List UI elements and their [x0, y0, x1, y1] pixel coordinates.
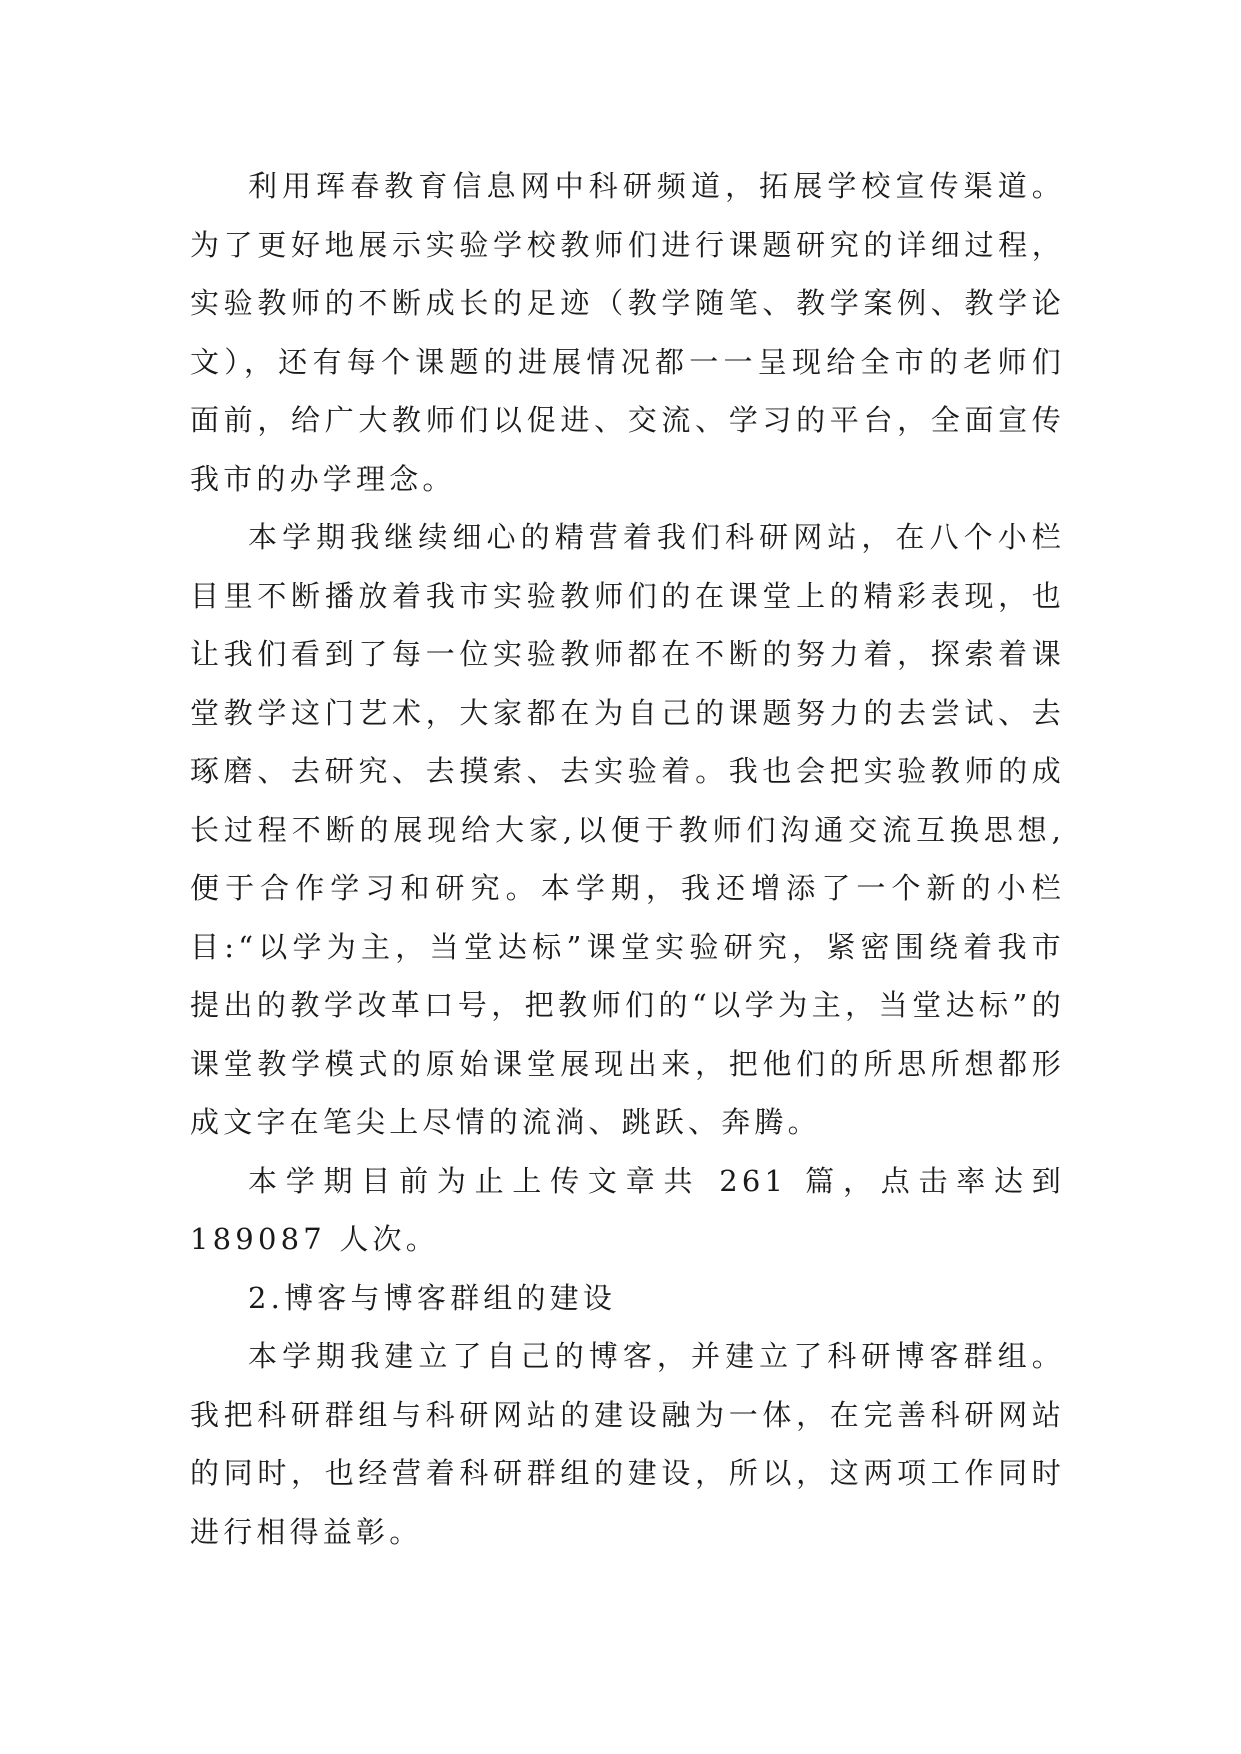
paragraph-research-site-columns: 本学期我继续细心的精营着我们科研网站，在八个小栏目里不断播放着我市实验教师们的在课堂上的精彩表现，也让我们看到了每一位实验教师都在不断的努力着，探索着课堂教学这门艺术，大家都在为自己的课题努力的去尝试、去琢磨、去研究、去摸索、去实验着。我也会把实验教师的成长过程不断的展现给大家,以便于教师们沟通交流互换思想,便于合作学习和研究。本学期，我还增添了一个新的小栏目:“以学为主，当堂达标”课堂实验研究，紧密围绕着我市提出的教学改革口号，把教师们的“以学为主，当堂达标”的课堂教学模式的原始课堂展现出来，把他们的所思所想都形成文字在笔尖上尽情的流淌、跳跃、奔腾。 [190, 520, 1065, 1139]
paragraph-website-promotion: 利用珲春教育信息网中科研频道，拓展学校宣传渠道。为了更好地展示实验学校教师们进行课题研究的详细过程，实验教师的不断成长的足迹（教学随笔、教学案例、教学论文），还有每个课题的进展情况都一一呈现给全市的老师们面前，给广大教师们以促进、交流、学习的平台，全面宣传我市的办学理念。 [190, 169, 1065, 496]
document-body [190, 157, 1065, 1561]
section-heading-blog: 2.博客与博客群组的建设 [248, 1280, 617, 1315]
paragraph-upload-statistics: 本学期目前为止上传文章共 261 篇，点击率达到 189087 人次。 [190, 1163, 1065, 1256]
paragraph-blog-group: 本学期我建立了自己的博客，并建立了科研博客群组。我把科研群组与科研网站的建设融为一体，在完善科研网站的同时，也经营着科研群组的建设，所以，这两项工作同时进行相得益彰。 [190, 1339, 1065, 1549]
